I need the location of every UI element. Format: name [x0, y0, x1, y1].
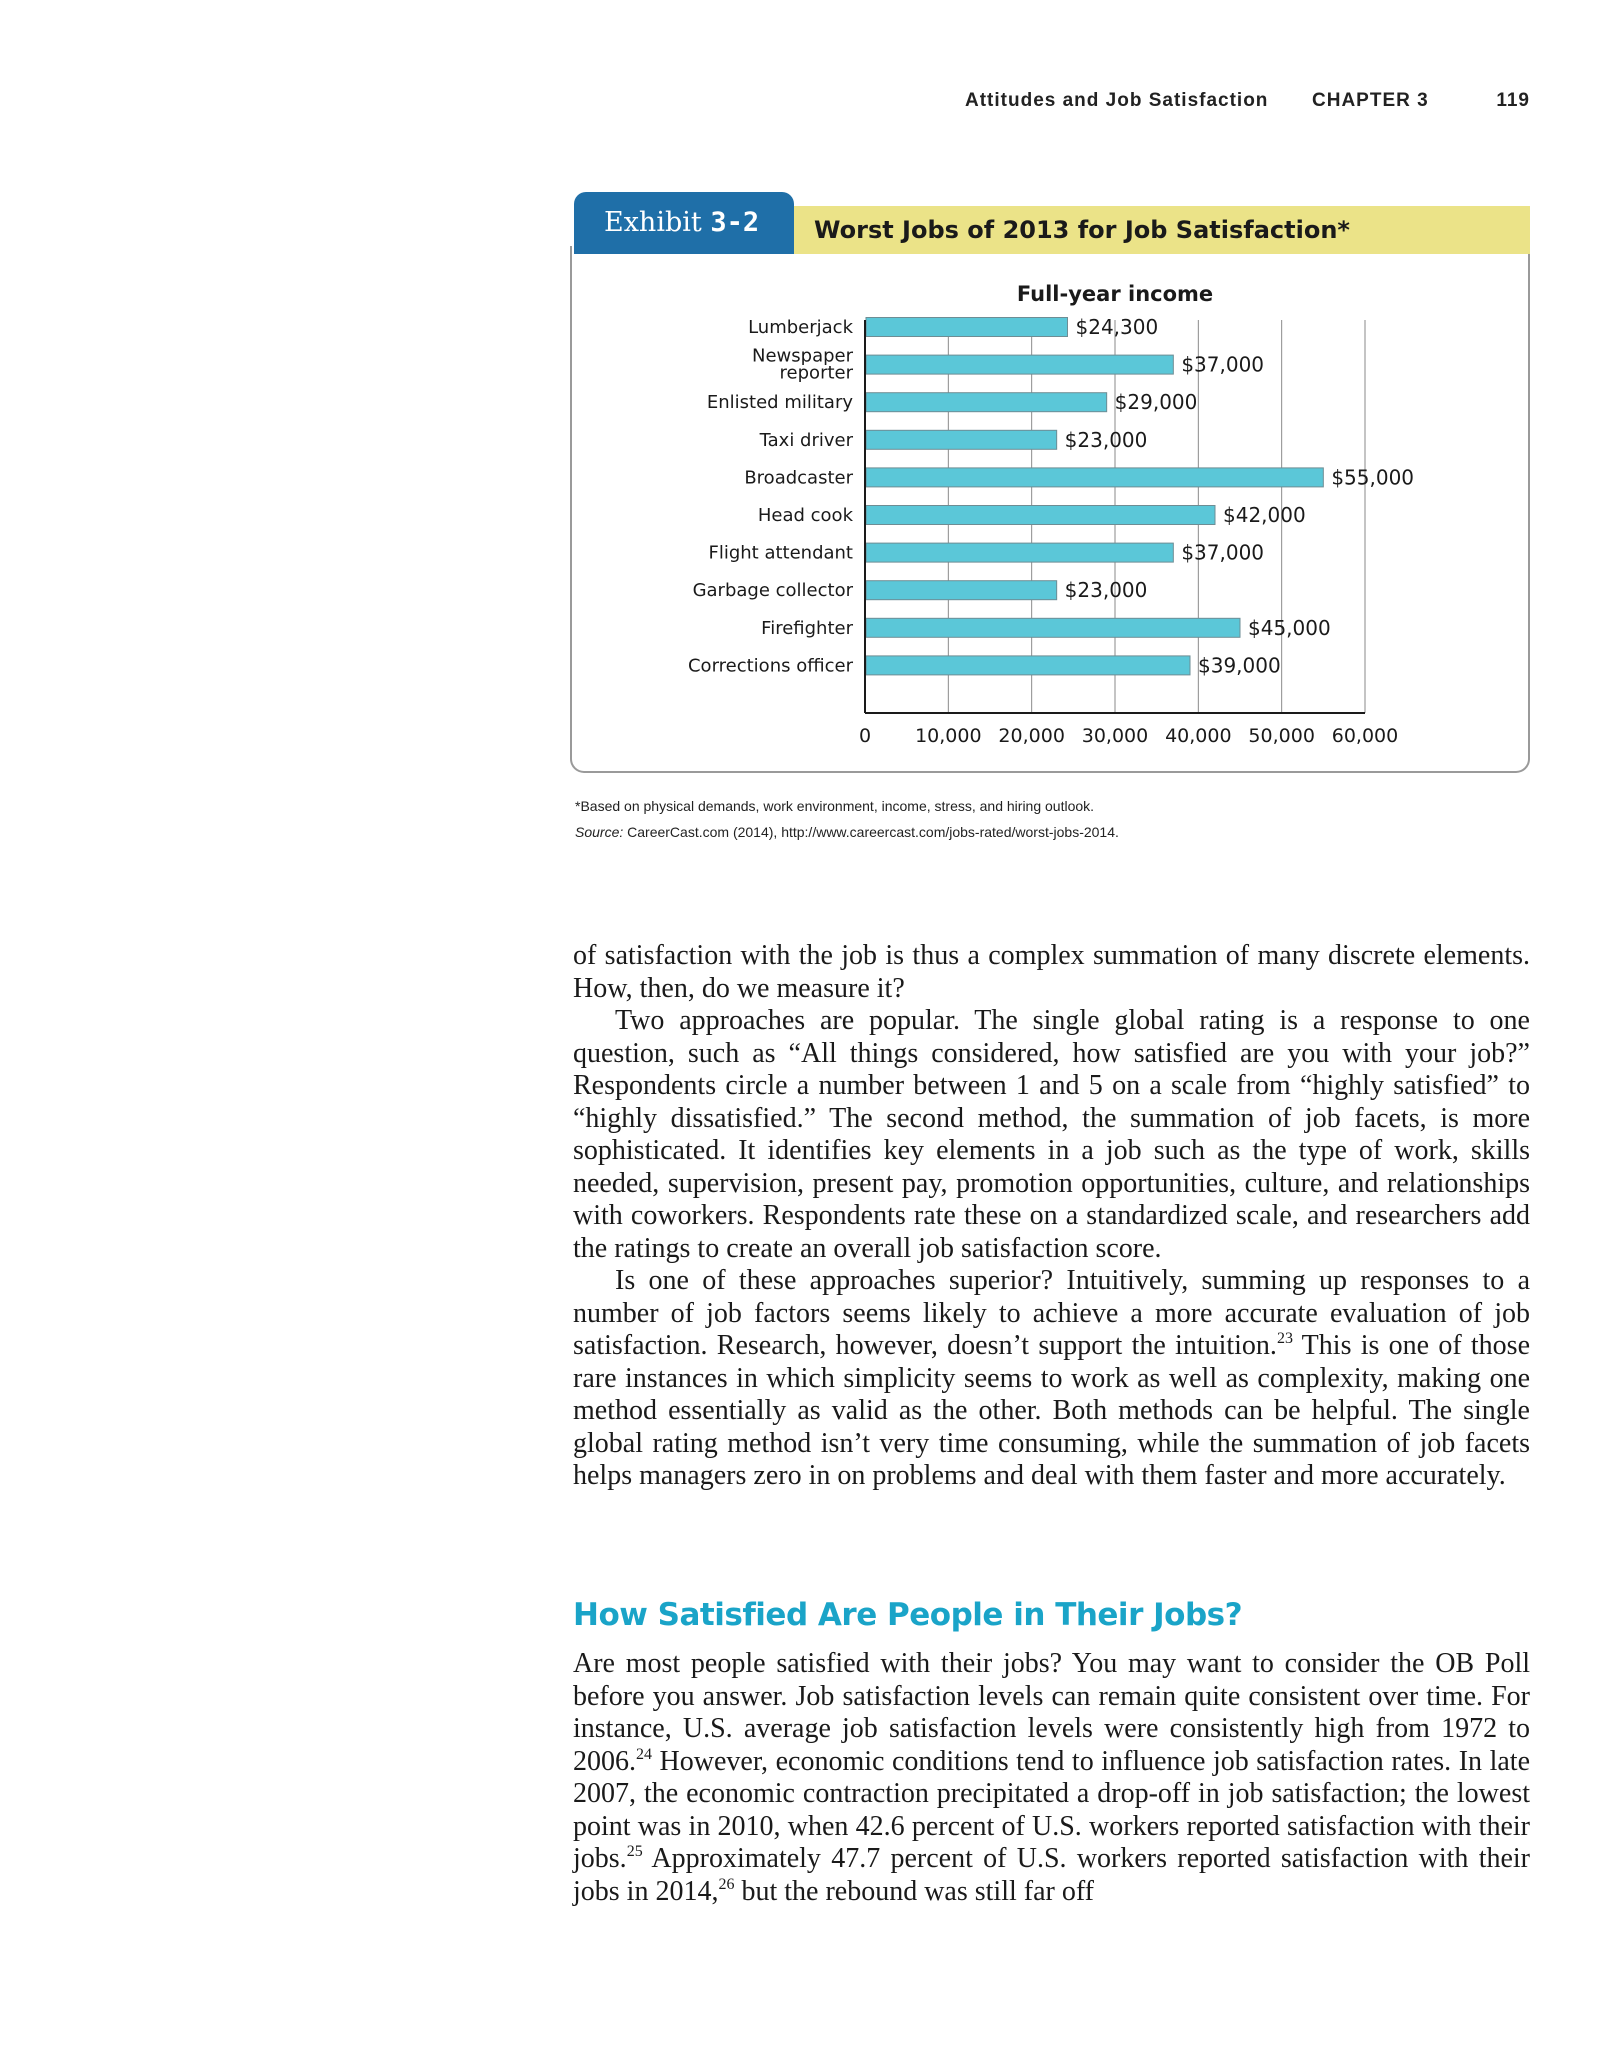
x-tick-label-6: 60,000 [1331, 725, 1399, 747]
value-label-5: $42,000 [1223, 503, 1306, 527]
body-section-2 [573, 1648, 1530, 1908]
category-label-line: Broadcaster [744, 467, 853, 489]
running-head [940, 90, 1530, 116]
category-label-line: Newspaper [752, 345, 853, 367]
exhibit-label: Exhibit [604, 207, 702, 238]
category-label-line: Enlisted military [706, 392, 853, 414]
value-label-4: $55,000 [1331, 465, 1415, 490]
bar-1 [866, 355, 1173, 374]
chapter-label: CHAPTER 3 [1312, 90, 1429, 111]
footnote-source [575, 824, 1119, 840]
category-label-line: Corrections officer [687, 655, 853, 677]
bar-4 [866, 468, 1323, 487]
category-label-line: Head cook [757, 505, 853, 526]
exhibit-title: Worst Jobs of 2013 for Job Satisfaction* [794, 206, 1530, 254]
exhibit-number: 3-2 [710, 207, 760, 238]
bar-7 [866, 581, 1057, 600]
category-label-line: Taxi driver [759, 429, 853, 451]
paragraph-4-part-c: Approximately 47.7 percent of U.S. workers reported satisfaction with their jobs in 2014, [573, 1843, 1530, 1907]
category-label-line: Garbage collector [692, 580, 853, 602]
source-text: CareerCast.com (2014), http://www.careercast.com/jobs-rated/worst-jobs-2014. [627, 824, 1119, 840]
value-label-6: $37,000 [1181, 540, 1265, 565]
value-label-8: $45,000 [1248, 615, 1331, 640]
category-label-2 [707, 392, 853, 413]
x-tick-label-5: 50,000 [1248, 725, 1315, 747]
footnote-ref-24: 24 [636, 1745, 652, 1763]
x-tick-label-1: 10,000 [915, 725, 982, 747]
x-tick-label-2: 20,000 [998, 725, 1065, 747]
category-label-0 [748, 317, 853, 338]
x-tick-label-3: 30,000 [1081, 725, 1149, 747]
running-title: Attitudes and Job Satisfaction [965, 90, 1269, 111]
bar-9 [866, 656, 1190, 675]
body-section-1 [573, 940, 1530, 1493]
paragraph-4-part-b: However, economic conditions tend to influence job satisfaction rates. In late 2007, the economic contraction precipitated a drop-off in job satisfaction; the lowest point was in 2010, when 42.6 percent of U.S. workers reported satisfaction with their jobs. [573, 1745, 1530, 1874]
category-label-line: Flight attendant [708, 542, 853, 564]
footnote-ref-25: 25 [626, 1843, 643, 1860]
page-number: 119 [1496, 90, 1530, 111]
footnote-note: *Based on physical demands, work environment, income, stress, and hiring outlook. [575, 798, 1095, 814]
category-label-1 [752, 346, 854, 384]
category-label-line: Lumberjack [748, 317, 853, 338]
category-label-5 [758, 505, 854, 526]
value-label-3: $23,000 [1064, 427, 1148, 452]
bar-8 [866, 618, 1240, 637]
paragraph-1: of satisfaction with the job is thus a complex summation of many discrete elements. How, then, do we measure it? [573, 940, 1530, 1004]
section-heading: How Satisfied Are People in Their Jobs? [573, 1597, 1243, 1633]
footnote-ref-26: 26 [718, 1875, 735, 1893]
chart-title: Full-year income [1016, 282, 1214, 306]
bar-0 [866, 318, 1068, 337]
value-label-0: $24,300 [1075, 315, 1159, 339]
category-label-line: Firefighter [761, 617, 853, 639]
source-label: Source: [575, 824, 624, 840]
bar-6 [866, 543, 1173, 562]
value-label-1: $37,000 [1181, 352, 1265, 377]
bar-3 [866, 430, 1057, 449]
exhibit-3-2 [570, 190, 1530, 775]
income-bar-chart [570, 190, 1530, 775]
paragraph-4 [573, 1648, 1530, 1908]
paragraph-3-part-a: Is one of these approaches superior? Intuitively, summing up responses to a number of job factors seems likely to achieve a more accurate evaluation of job satisfaction. Research, however, doesn’t support the intuition. [573, 1265, 1530, 1361]
category-label-4 [744, 467, 853, 488]
category-label-3 [759, 430, 854, 451]
bar-2 [866, 393, 1107, 412]
value-label-7: $23,000 [1064, 578, 1148, 603]
x-tick-label-4: 40,000 [1165, 725, 1232, 747]
paragraph-2: Two approaches are popular. The single global rating is a response to one question, such as “All things considered, how satisfied are you with your job?” Respondents circle a number between 1 and 5 on a scale from “highly satisfied” to “highly dissatisfied.” The second method, the summation of job facets, is more sophisticated. It identifies key elements in a job such as the type of work, skills needed, supervision, present pay, promotion opportunities, culture, and relationships with coworkers. Respondents rate these on a standardized scale, and researchers add the ratings to create an overall job satisfaction score. [573, 1005, 1530, 1264]
value-label-9: $39,000 [1198, 653, 1281, 678]
paragraph-4-part-d: but the rebound was still far off [734, 1875, 1094, 1907]
paragraph-4-part-a: Are most people satisfied with their jobs? You may want to consider the OB Poll before you answer. Job satisfaction levels can remain quite consistent over time. For instance, U.S. average job satisfaction levels were consistently high from 1972 to 2006. [573, 1648, 1530, 1777]
category-label-7 [693, 580, 854, 601]
category-label-8 [761, 618, 853, 639]
value-label-2: $29,000 [1114, 390, 1198, 415]
category-label-9 [688, 655, 854, 676]
category-label-6 [708, 543, 853, 564]
footnote-ref-23: 23 [1276, 1330, 1293, 1347]
x-tick-label-0: 0 [858, 725, 872, 747]
paragraph-3-part-b: This is one of those rare instances in which simplicity seems to work as well as complexity, making one method essentially as valid as the other. Both methods can be helpful. The single global rating method isn’t very time consuming, while the summation of job facets helps managers zero in on problems and deal with them faster and more accurately. [573, 1330, 1530, 1491]
category-label-line: reporter [779, 362, 853, 384]
bar-5 [866, 506, 1215, 525]
paragraph-3 [573, 1265, 1530, 1493]
